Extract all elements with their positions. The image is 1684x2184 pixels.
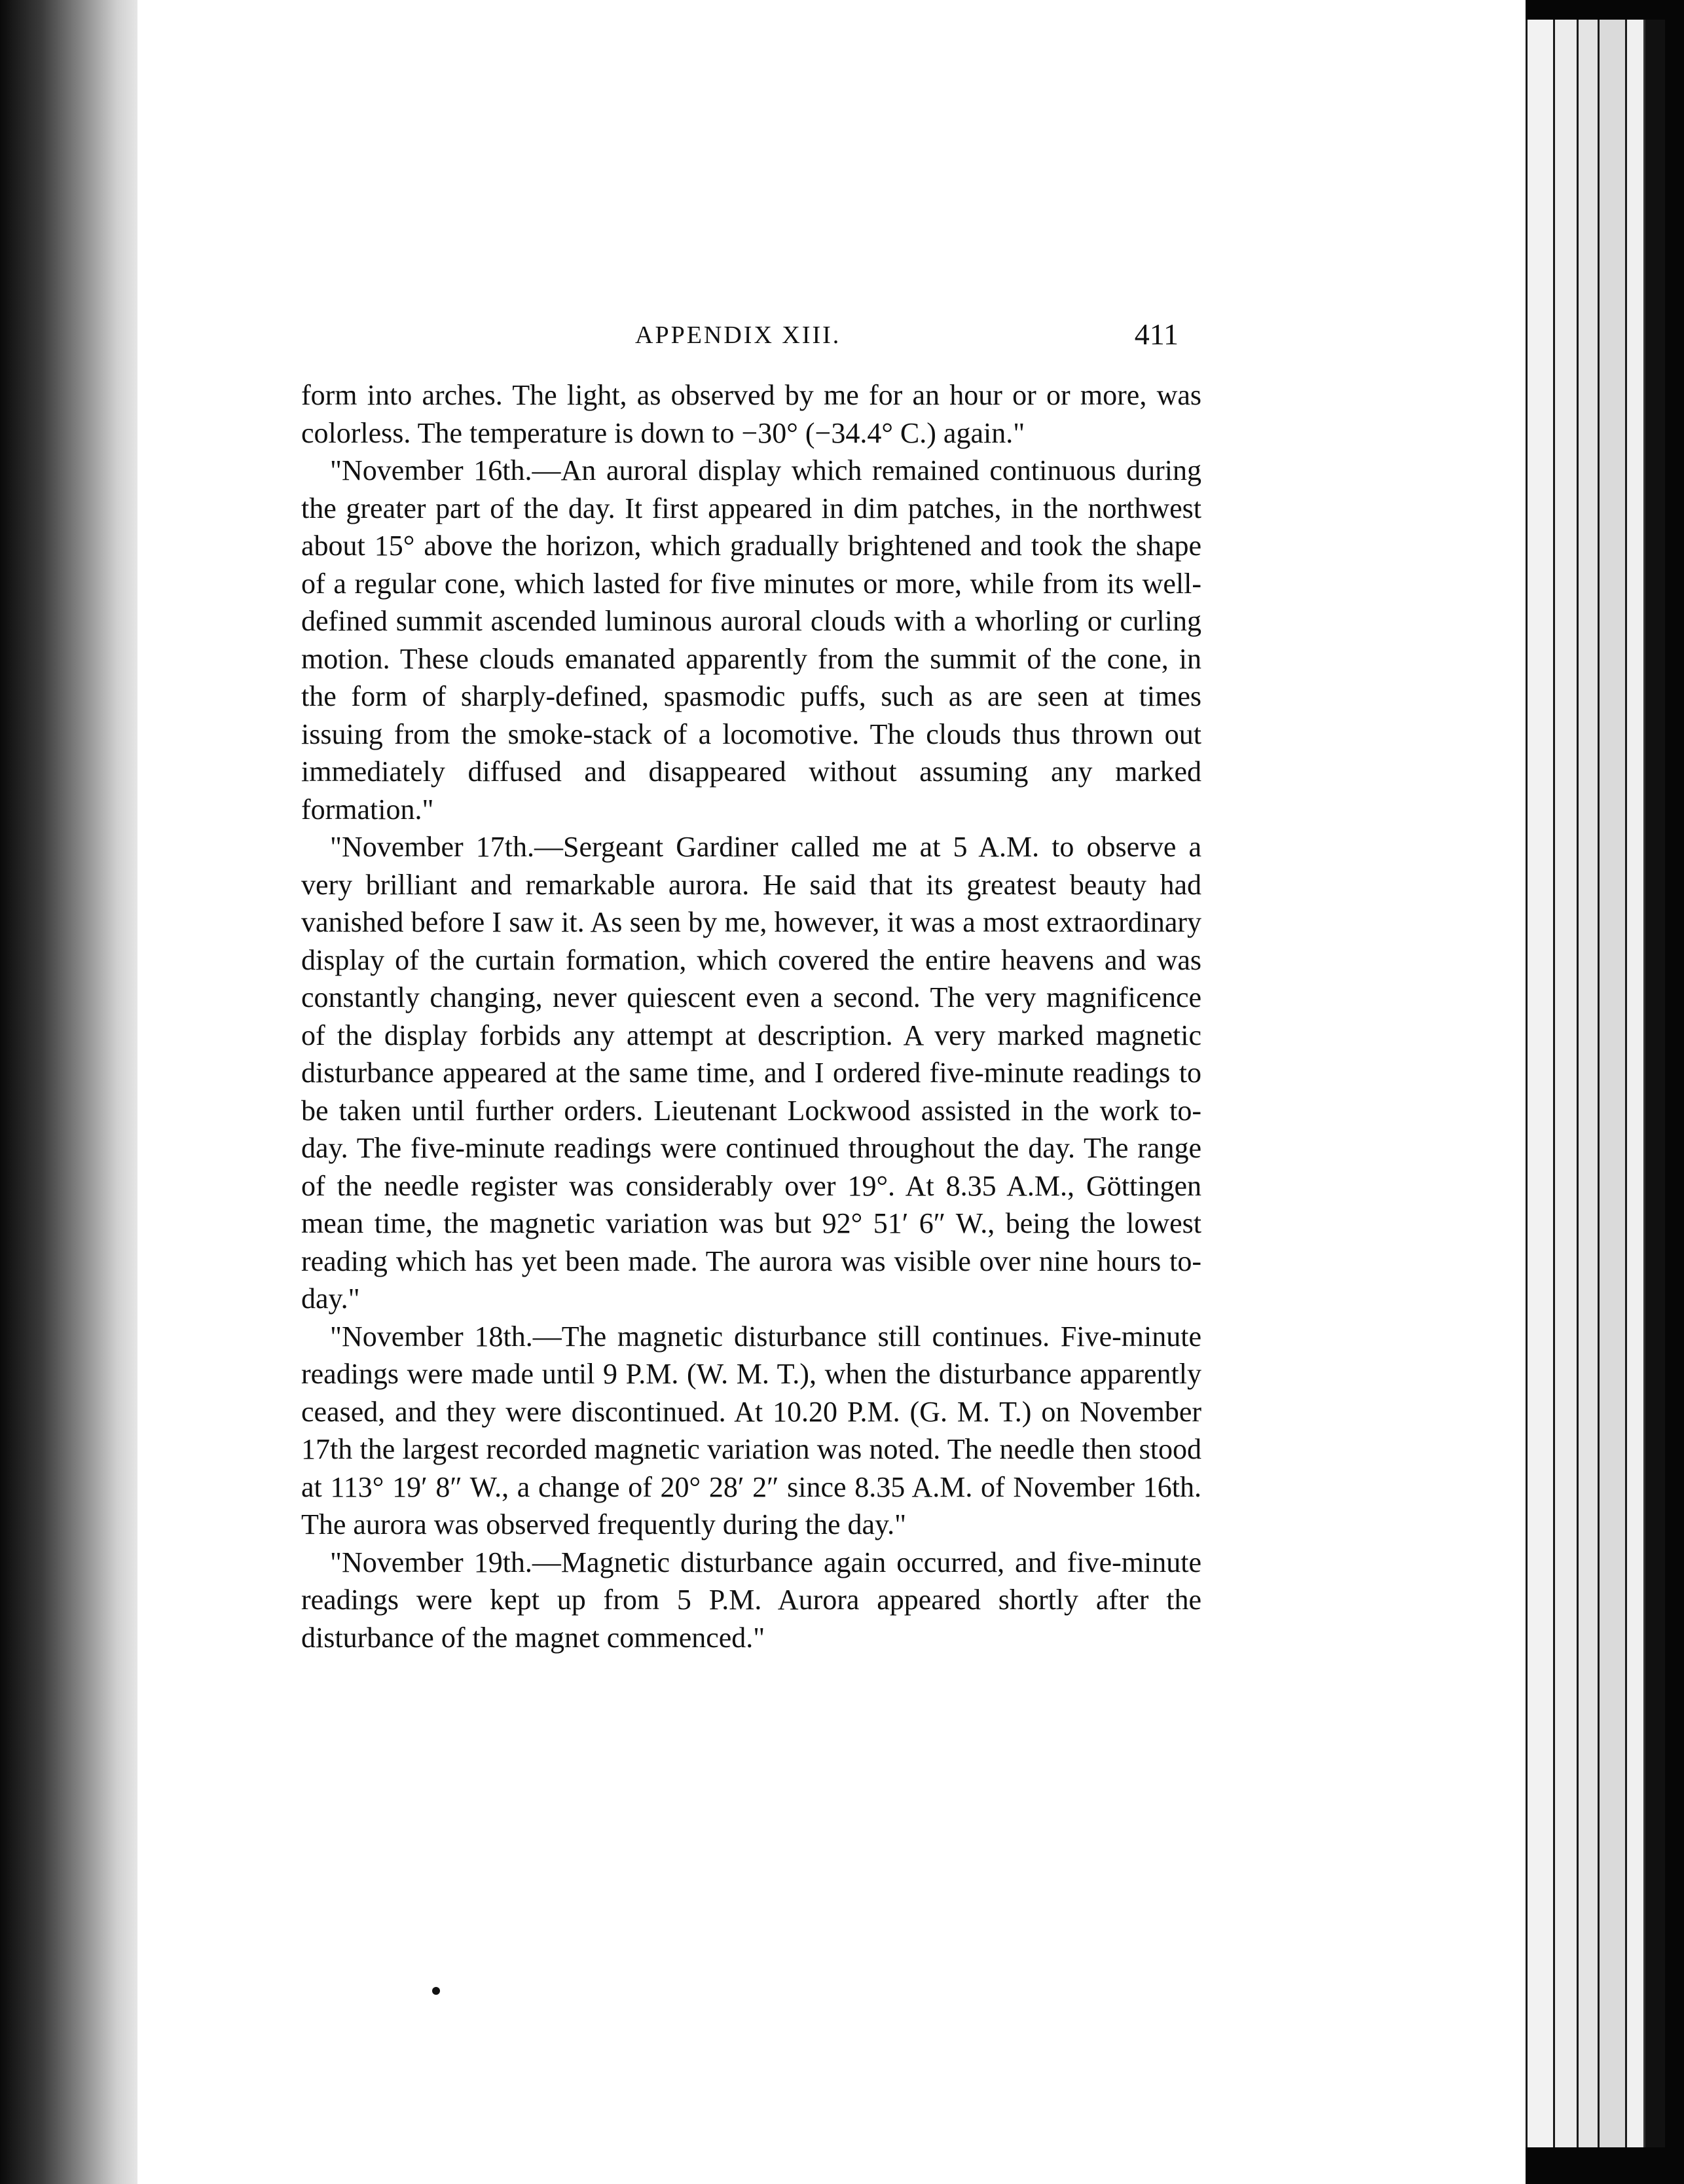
facing-page-edge [0, 0, 137, 2184]
running-head-title: APPENDIX XIII. [635, 321, 841, 349]
page-edge-leaf [1643, 20, 1665, 2147]
ink-speck [432, 1987, 440, 1995]
page-number: 411 [1134, 318, 1179, 351]
paragraph: "November 17th.—Sergeant Gardiner called me at 5 A.M. to observe a very brilliant and remarkable aurora. He said that its greatest beauty had vanished before I saw it. As seen by me, however, it was a most extraordinary display of the curtain formation, which covered the entire heavens and was constantly changing, never quiescent even a second. The very magnificence of the display forbids any attempt at description. A very marked magnetic disturbance appeared at the same time, and I ordered five-minute readings to be taken until further orders. Lieutenant Lockwood assisted in the work to-day. The five-minute readings were continued throughout the day. The range of the needle register was considerably over 19°. At 8.35 A.M., Göttingen mean time, the magnetic variation was but 92° 51′ 6″ W., being the lowest reading which has yet been made. The aurora was visible over nine hours to-day." [301, 831, 1201, 1315]
paragraph: "November 18th.—The magnetic disturbance still continues. Five-minute readings were made until 9 P.M. (W. M. T.), when the disturbance apparently ceased, and they were discontinued. At 10.20 P.M. (G. M. T.) on November 17th the largest recorded magnetic variation was noted. The needle then stood at 113° 19′ 8″ W., a change of 20° 28′ 2″ since 8.35 A.M. of November 16th. The aurora was observed frequently during the day." [301, 1320, 1201, 1540]
body-text [301, 376, 1201, 1656]
page-edge-leaf [1577, 20, 1598, 2147]
paragraph: form into arches. The light, as observed by me for an hour or or more, was colorless. The temperature is down to −30° (−34.4° C.) again." [301, 379, 1201, 449]
page-edge-leaf [1526, 20, 1554, 2147]
page-edge-leaf [1598, 20, 1626, 2147]
paragraph: "November 19th.—Magnetic disturbance again occurred, and five-minute readings were kept up from 5 P.M. Aurora appeared shortly after the disturbance of the magnet commenced." [301, 1546, 1201, 1654]
running-head [301, 318, 1179, 367]
page-edge-leaf [1625, 20, 1644, 2147]
page-edge-leaf [1553, 20, 1577, 2147]
paragraph: "November 16th.—An auroral display which remained continuous during the greater part of the day. It first appeared in dim patches, in the northwest about 15° above the horizon, which gradually brightened and took the shape of a regular cone, which lasted for five minutes or more, while from its well-defined summit ascended luminous auroral clouds with a whorling or curling motion. These clouds emanated apparently from the summit of the cone, in the form of sharply-defined, spasmodic puffs, such as are seen at times issuing from the smoke-stack of a locomotive. The clouds thus thrown out immediately diffused and disappeared without assuming any marked formation." [301, 454, 1201, 826]
